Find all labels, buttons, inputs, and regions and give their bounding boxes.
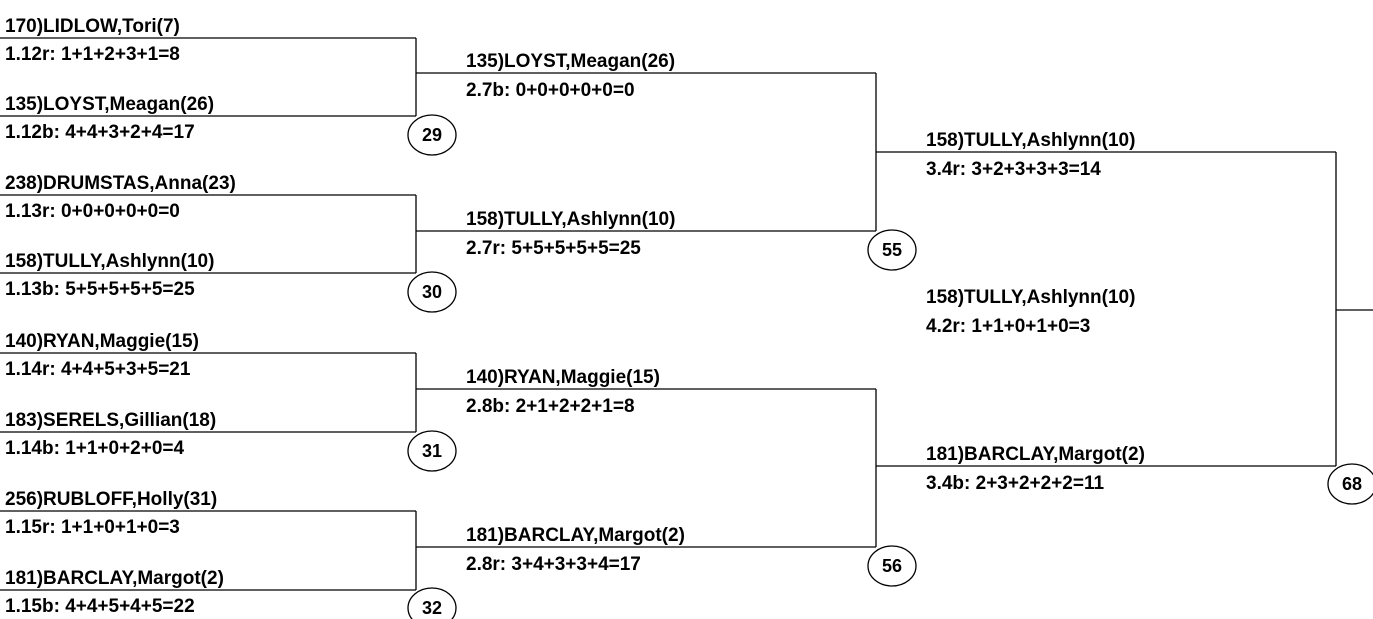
entrant-score: 2.8r: 3+4+3+3+4=17 <box>466 554 641 575</box>
entrant-score: 4.2r: 1+1+0+1+0=3 <box>926 316 1091 337</box>
match-number: 30 <box>421 282 443 302</box>
round3-entries <box>926 130 1145 494</box>
entrant-score: 2.7b: 0+0+0+0+0=0 <box>466 80 635 101</box>
round4-entries <box>926 287 1135 337</box>
entrant-name: 158)TULLY,Ashlynn(10) <box>926 130 1136 151</box>
match-marker-30 <box>408 272 456 312</box>
round1-entries <box>5 16 236 617</box>
entrant-score: 1.13b: 5+5+5+5+5=25 <box>5 279 195 300</box>
entrant-score: 1.15b: 4+4+5+4+5=22 <box>5 596 195 617</box>
entrant-score: 3.4b: 2+3+2+2+2=11 <box>926 473 1105 494</box>
match-number: 55 <box>881 240 903 260</box>
entrant-name: 183)SERELS,Gillian(18) <box>5 410 217 431</box>
entrant-score: 1.15r: 1+1+0+1+0=3 <box>5 517 180 538</box>
entrant-name: 256)RUBLOFF,Holly(31) <box>5 489 218 510</box>
entrant-name: 181)BARCLAY,Margot(2) <box>926 444 1145 465</box>
match-marker-32 <box>408 588 456 619</box>
match-number: 31 <box>421 441 443 461</box>
entrant-name: 238)DRUMSTAS,Anna(23) <box>5 173 236 194</box>
match-number: 29 <box>421 125 443 145</box>
entrant-name: 135)LOYST,Meagan(26) <box>466 51 676 72</box>
match-number: 56 <box>881 556 903 576</box>
entrant-name: 181)BARCLAY,Margot(2) <box>5 568 224 589</box>
match-number: 32 <box>421 598 443 618</box>
entrant-name: 181)BARCLAY,Margot(2) <box>466 525 685 546</box>
entrant-name: 158)TULLY,Ashlynn(10) <box>926 287 1136 308</box>
entrant-name: 135)LOYST,Meagan(26) <box>5 94 215 115</box>
entrant-name: 158)TULLY,Ashlynn(10) <box>5 251 215 272</box>
round3-lines <box>1336 152 1373 466</box>
entrant-score: 2.8b: 2+1+2+2+1=8 <box>466 396 635 417</box>
entrant-score: 1.14r: 4+4+5+3+5=21 <box>5 359 191 380</box>
match-marker-31 <box>408 431 456 471</box>
match-number: 68 <box>1341 474 1363 494</box>
entrant-score: 3.4r: 3+2+3+3+3=14 <box>926 159 1101 180</box>
match-marker-29 <box>408 115 456 155</box>
match-marker-55 <box>868 230 916 270</box>
entrant-score: 1.13r: 0+0+0+0+0=0 <box>5 201 180 222</box>
entrant-score: 2.7r: 5+5+5+5+5=25 <box>466 238 641 259</box>
entrant-name: 140)RYAN,Maggie(15) <box>466 367 660 388</box>
round2-entries <box>466 51 685 575</box>
entrant-score: 1.12b: 4+4+3+2+4=17 <box>5 122 195 143</box>
match-marker-56 <box>868 546 916 586</box>
match-marker-68 <box>1328 464 1373 504</box>
entrant-score: 1.12r: 1+1+2+3+1=8 <box>5 44 180 65</box>
entrant-name: 140)RYAN,Maggie(15) <box>5 331 199 352</box>
entrant-score: 1.14b: 1+1+0+2+0=4 <box>5 438 185 459</box>
entrant-name: 158)TULLY,Ashlynn(10) <box>466 209 676 230</box>
entrant-name: 170)LIDLOW,Tori(7) <box>5 16 180 37</box>
